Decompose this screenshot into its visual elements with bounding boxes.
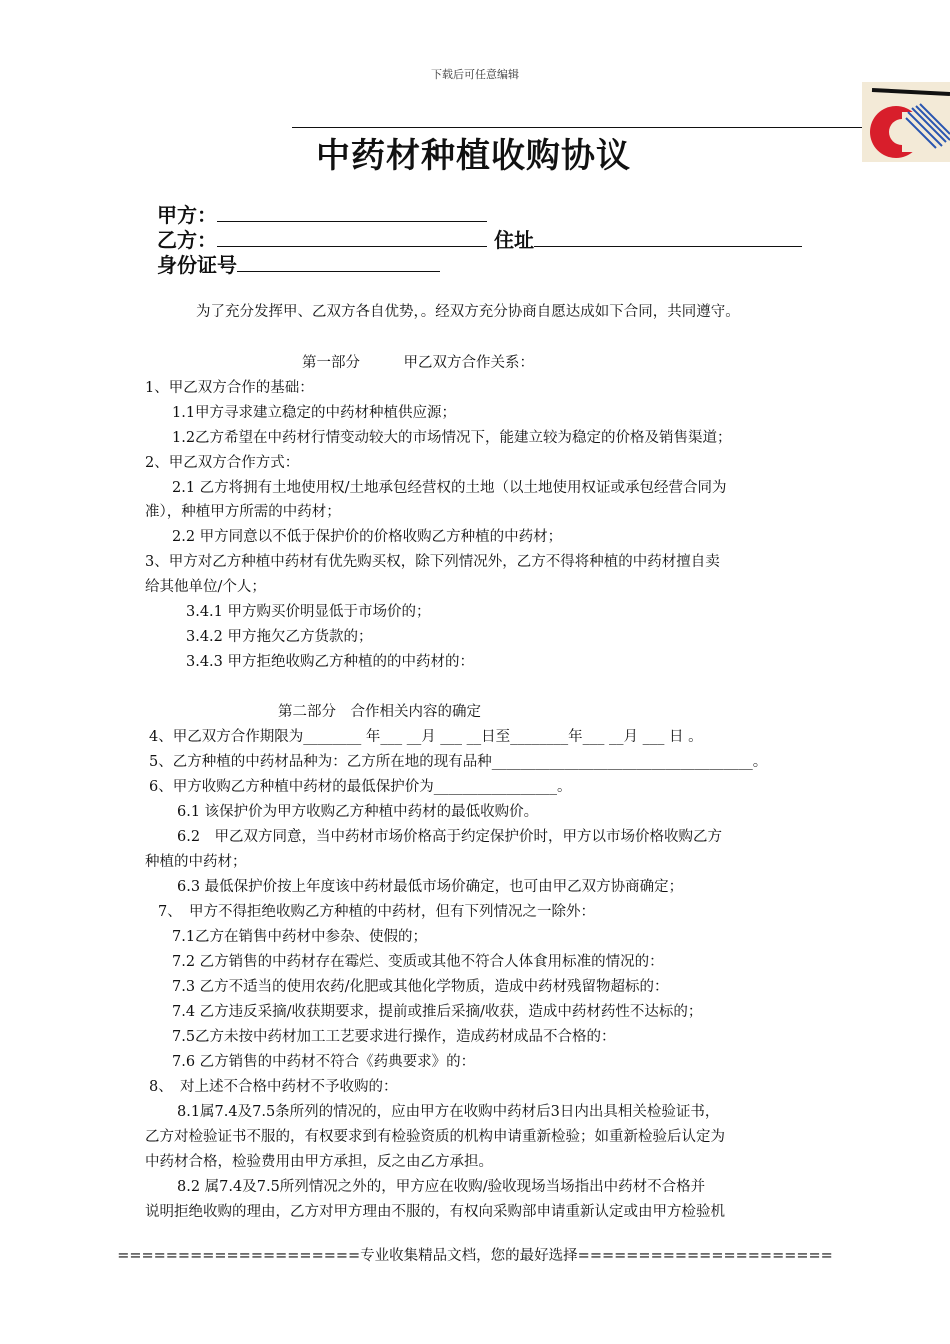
header-note: 下载后可任意编辑: [431, 68, 519, 81]
clause-line: 1、甲乙双方合作的基础：: [145, 380, 314, 396]
clause-line: 3.4.3 甲方拒绝收购乙方种植的的中药材的：: [186, 654, 475, 670]
clause-line: 2.2 甲方同意以不低于保护价的价格收购乙方种植的中药材；: [172, 529, 563, 545]
address-label: 住址: [493, 228, 534, 252]
clause-line: 说明拒绝收购的理由，乙方对甲方理由不服的，有权向采购部申请重新认定或由甲方检验机: [145, 1204, 725, 1220]
party-yi-label: 乙方：: [157, 228, 217, 252]
document-title: 中药材种植收购协议: [316, 136, 631, 176]
clause-line: 8.2 属7.4及7.5所列情况之外的，甲方应在收购/验收现场当场指出中药材不合格并: [177, 1179, 706, 1195]
party-jia-label: 甲方：: [157, 203, 217, 227]
clause-line: 中药材合格，检验费用由甲方承担，反之由乙方承担。: [145, 1154, 493, 1170]
intro-paragraph: 为了充分发挥甲、乙双方各自优势，。经双方充分协商自愿达成如下合同，共同遵守。: [196, 304, 740, 320]
clause-line: 3.4.2 甲方拖欠乙方货款的；: [186, 629, 373, 645]
clause-line: 6.3 最低保护价按上年度该中药材最低市场价确定，也可由甲乙双方协商确定；: [177, 879, 684, 895]
clause-line: 种植的中药材；: [145, 854, 247, 870]
company-logo-icon: [862, 82, 950, 162]
clause-line: 6.2 甲乙双方同意，当中药材市场价格高于约定保护价时，甲方以市场价格收购乙方: [177, 829, 723, 845]
part1-heading: 第一部分 甲乙双方合作关系：: [302, 355, 534, 371]
clause-line: 8、 对上述不合格中药材不予收购的：: [149, 1079, 398, 1095]
address-field[interactable]: [534, 228, 802, 247]
page-footer: ====================专业收集精品文档，您的最好选择=====================: [117, 1248, 833, 1264]
clause-line: 3、甲方对乙方种植中药材有优先购买权，除下列情况外，乙方不得将种植的中药材擅自卖: [145, 554, 720, 570]
id-label: 身份证号: [157, 253, 237, 277]
party-jia-field[interactable]: [217, 203, 487, 222]
id-row: [157, 249, 440, 278]
clause-line: 8.1属7.4及7.5条所列的情况的，应由甲方在收购中药材后3日内出具相关检验证书，: [177, 1104, 720, 1120]
clause-line: 3.4.1 甲方购买价明显低于市场价的；: [186, 604, 431, 620]
clause-line: 7.2 乙方销售的中药材存在霉烂、变质或其他不符合人体食用标准的情况的：: [172, 954, 664, 970]
clause-line: 7.6 乙方销售的中药材不符合《药典要求》的：: [172, 1054, 476, 1070]
clause-line: 4、甲乙双方合作期限为________ 年___ __月 ___ __日至________年___ __月 ___ 日 。: [149, 729, 703, 745]
part2-heading: 第二部分 合作相关内容的确定: [278, 704, 481, 720]
clause-line: 准），种植甲方所需的中药材；: [145, 504, 341, 520]
clause-line: 7.3 乙方不适当的使用农药/化肥或其他化学物质，造成中药材残留物超标的：: [172, 979, 669, 995]
clause-line: 7、 甲方不得拒绝收购乙方种植的中药材，但有下列情况之一除外：: [158, 904, 595, 920]
clause-line: 1.2乙方希望在中药材行情变动较大的市场情况下，能建立较为稳定的价格及销售渠道；: [172, 430, 732, 446]
party-yi-field[interactable]: [217, 228, 487, 247]
clause-line: 6、甲方收购乙方种植中药材的最低保护价为_________________。: [149, 779, 572, 795]
clause-line: 乙方对检验证书不服的，有权要求到有检验资质的机构申请重新检验；如重新检验后认定为: [145, 1129, 725, 1145]
id-field[interactable]: [237, 253, 440, 272]
clause-line: 7.5乙方未按中药材加工工艺要求进行操作，造成药材成品不合格的：: [172, 1029, 616, 1045]
clause-line: 2、甲乙双方合作方式：: [145, 455, 300, 471]
clause-line: 给其他单位/个人；: [145, 579, 266, 595]
clause-line: 6.1 该保护价为甲方收购乙方种植中药材的最低收购价。: [177, 804, 539, 820]
clause-line: 5、乙方种植的中药材品种为：乙方所在地的现有品种____________________________________。: [149, 754, 768, 770]
clause-line: 1.1甲方寻求建立稳定的中药材种植供应源；: [172, 405, 457, 421]
clause-line: 7.4 乙方违反采摘/收获期要求，提前或推后采摘/收获，造成中药材药性不达标的；: [172, 1004, 703, 1020]
clause-line: 7.1乙方在销售中药材中参杂、使假的；: [172, 929, 428, 945]
clause-line: 2.1 乙方将拥有土地使用权/土地承包经营权的土地（以土地使用权证或承包经营合同为: [172, 480, 727, 496]
